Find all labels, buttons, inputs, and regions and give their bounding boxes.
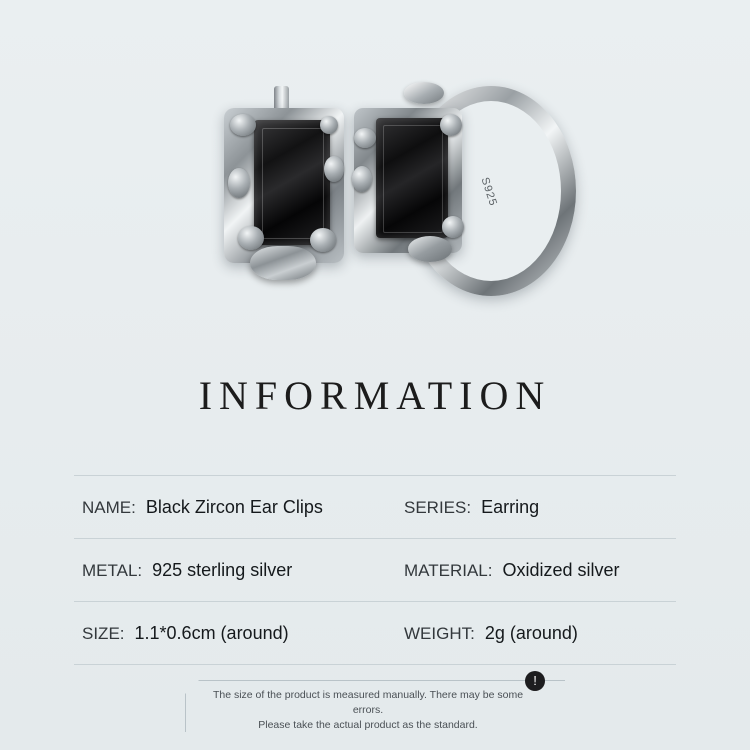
table-row	[74, 475, 676, 539]
filigree-scroll-icon	[354, 128, 376, 148]
spec-cell-size	[74, 623, 404, 644]
spec-cell-series	[404, 497, 676, 518]
table-row	[74, 539, 676, 602]
disclaimer-note	[185, 673, 565, 732]
warning-icon: !	[525, 671, 545, 691]
black-zircon-stone-left	[254, 120, 330, 245]
filigree-scroll-icon	[228, 168, 250, 198]
filigree-scroll-icon	[320, 116, 338, 134]
spec-cell-material	[404, 560, 676, 581]
black-zircon-stone-right	[376, 118, 448, 238]
spec-value: 1.1*0.6cm (around)	[134, 622, 289, 643]
spec-label: NAME:	[82, 497, 136, 517]
table-row	[74, 602, 676, 665]
earring-left-frame	[224, 108, 344, 263]
silver-purity-marking: S925	[478, 176, 500, 208]
spec-cell-weight	[404, 623, 676, 644]
filigree-scroll-icon	[324, 156, 344, 182]
hoop-bottom-clasp	[408, 236, 452, 262]
spec-label: SERIES:	[404, 497, 472, 517]
hoop-top-hinge	[404, 82, 444, 104]
spec-value: Black Zircon Ear Clips	[145, 496, 323, 517]
product-image-area	[0, 0, 750, 350]
filigree-scroll-icon	[440, 114, 462, 136]
earring-right	[346, 86, 556, 286]
earring-left	[206, 78, 366, 288]
note-line-2: Please take the actual product as the standard.	[258, 719, 478, 731]
spec-cell-name	[74, 497, 404, 518]
spec-table	[74, 475, 676, 665]
filigree-scroll-icon	[442, 216, 464, 238]
filigree-scroll-icon	[230, 114, 256, 136]
earring-right-frame	[354, 108, 462, 253]
spec-label: MATERIAL:	[404, 560, 493, 580]
spec-value: 2g (around)	[484, 622, 578, 643]
earrings-photo	[196, 78, 556, 298]
spec-label: METAL:	[82, 560, 143, 580]
earring-left-clip	[250, 246, 316, 280]
page-title: INFORMATION	[198, 373, 552, 418]
spec-value: Oxidized silver	[502, 559, 620, 580]
filigree-scroll-icon	[310, 228, 336, 252]
spec-value: Earring	[481, 496, 540, 517]
note-line-1: The size of the product is measured manually. There may be some errors.	[212, 689, 524, 716]
filigree-scroll-icon	[238, 226, 264, 250]
spec-cell-metal	[74, 560, 404, 581]
spec-value: 925 sterling silver	[152, 559, 293, 580]
spec-label: WEIGHT:	[404, 623, 475, 643]
spec-label: SIZE:	[82, 623, 125, 643]
note-text	[203, 688, 533, 733]
filigree-scroll-icon	[352, 166, 372, 192]
